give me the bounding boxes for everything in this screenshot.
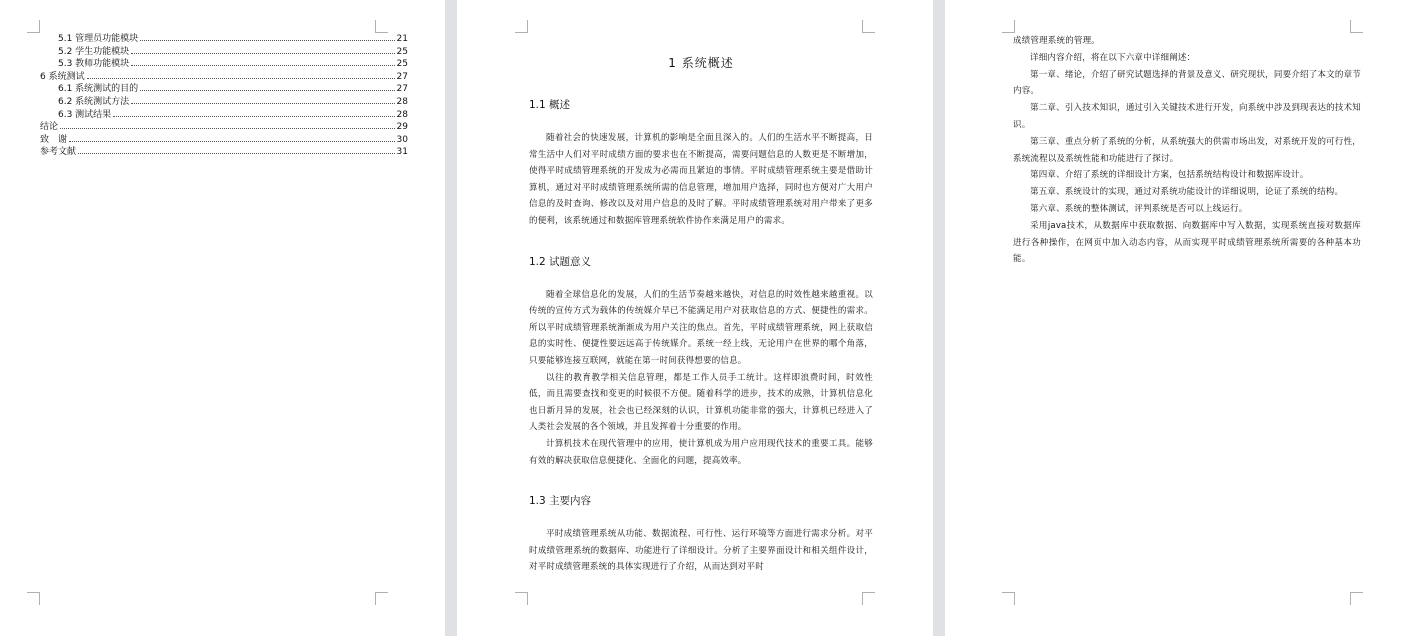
toc-entry-page: 28: [396, 109, 408, 120]
paragraph: 第五章、系统设计的实现，通过对系统功能设计的详细说明，论证了系统的结构。: [1030, 187, 1344, 198]
toc-entry[interactable]: [40, 83, 408, 96]
crop-mark: [1350, 20, 1363, 33]
paragraph: 采用java技术，从数据库中获取数据、向数据库中写入数据，实现系统直接对数据库进行各种操作，在网页中加入动态内容，从而实现平时成绩管理系统所需要的各种基本功能。: [1013, 220, 1361, 265]
page-3-body: [1013, 33, 1361, 268]
crop-mark: [1002, 592, 1015, 605]
toc-entry-title: 5.1 管理员功能模块: [58, 34, 139, 44]
crop-mark: [27, 592, 40, 605]
crop-mark: [1002, 20, 1015, 33]
toc-leader-dots: [140, 40, 394, 41]
toc-leader-dots: [131, 65, 394, 66]
toc-entry[interactable]: [40, 58, 408, 71]
toc-entry-title: 6.1 系统测试的目的: [58, 84, 139, 95]
toc-entry-title: 5.3 教师功能模块: [58, 59, 130, 70]
table-of-contents: [40, 33, 408, 159]
toc-entry[interactable]: [40, 71, 408, 84]
paragraph: 第一章、绪论，介绍了研究试题选择的背景及意义、研究现状，同要介绍了本文的章节内容。: [1013, 69, 1361, 97]
crop-mark: [1350, 592, 1363, 605]
toc-leader-dots: [131, 53, 394, 54]
paragraph: 随着社会的快速发展，计算机的影响是全面且深入的。人们的生活水平不断提高，日常生活中人们对平时成绩方面的要求也在不断提高，需要问题信息的人数更是不断增加，使得平时成绩管理系统的开发成为必需而且紧迫的事情。平时成绩管理系统主要是借助计算机，通过对平时成绩管理系统所需的信息管理，增加用户选择，同时也方便对广大用户信息的及时查询、修改以及对用户信息的及时了解。平时成绩管理系统对用户带来了更多的便利，该系统通过和数据库管理系统软件协作来满足用户的需求。: [529, 133, 873, 226]
toc-entry-page: 27: [396, 84, 408, 95]
toc-entry-page: 25: [396, 46, 408, 57]
paragraph: 第三章、重点分析了系统的分析，从系统强大的供需市场出发，对系统开发的可行性，系统流程以及系统性能和功能进行了探讨。: [1013, 136, 1361, 164]
toc-entry[interactable]: [40, 121, 408, 134]
toc-leader-dots: [78, 153, 395, 154]
paragraph: 第六章、系统的整体测试，评判系统是否可以上线运行。: [1030, 203, 1248, 214]
paragraph: 计算机技术在现代管理中的应用，使计算机成为用户应用现代技术的重要工具。能够有效的解决获取信息便捷化、全面化的问题，提高效率。: [529, 438, 873, 466]
toc-entry-page: 29: [396, 122, 408, 133]
toc-leader-dots: [113, 116, 394, 117]
toc-entry-page: 30: [396, 134, 408, 145]
continued-line: 成绩管理系统的管理。: [1013, 36, 1101, 46]
toc-entry[interactable]: [40, 46, 408, 59]
paragraph: 平时成绩管理系统从功能、数据流程、可行性、运行环境等方面进行需求分析。对平时成绩管理系统的数据库、功能进行了详细设计。分析了主要界面设计和相关组件设计，对平时成绩管理系统的具体实现进行了介绍，从而达到对平时: [529, 529, 873, 573]
paragraph: 详细内容介绍，将在以下六章中详细阐述：: [1030, 52, 1196, 63]
page-2-body: [529, 50, 873, 600]
toc-entry[interactable]: [40, 109, 408, 122]
toc-entry-title: 5.2 学生功能模块: [58, 46, 130, 57]
toc-leader-dots: [87, 78, 395, 79]
toc-entry-page: 28: [396, 96, 408, 107]
document-page-3: [945, 0, 1427, 636]
toc-entry-title: 结论: [40, 122, 59, 133]
section-title: 1.3 主要内容: [529, 495, 592, 508]
toc-leader-dots: [60, 128, 395, 129]
crop-mark: [515, 592, 528, 605]
toc-entry[interactable]: [40, 146, 408, 159]
toc-entry-page: 25: [396, 59, 408, 70]
toc-leader-dots: [131, 103, 394, 104]
paragraph: 第四章、介绍了系统的详细设计方案，包括系统结构设计和数据库设计。: [1030, 170, 1309, 181]
toc-entry-page: 27: [396, 71, 408, 82]
toc-entry-page: 31: [396, 147, 408, 158]
document-page-1: [0, 0, 445, 636]
section-title: 1.1 概述: [529, 99, 571, 111]
toc-entry-title: 参考文献: [40, 147, 77, 158]
toc-entry-page: 21: [396, 34, 408, 44]
toc-entry-title: 6.2 系统测试方法: [58, 96, 130, 107]
paragraph: 以往的教育教学相关信息管理，都是工作人员手工统计。这样即浪费时间，时效性低，而且需要查找和变更的时候很不方便。随着科学的进步，技术的成熟，计算机信息化也日新月异的发展，社会也已经深刻的认识，计算机功能非常的强大，计算机已经进入了人类社会发展的各个领域，并且发挥着十分重要的作用。: [529, 372, 873, 433]
chapter-outline: [1013, 50, 1361, 268]
toc-leader-dots: [140, 90, 394, 91]
section-title: 1.2 试题意义: [529, 255, 592, 268]
paragraph: 随着全球信息化的发展，人们的生活节奏越来越快，对信息的时效性越来越重视。以传统的宣传方式为载体的传统媒介早已不能满足用户对获取信息的方式、便捷性的需求。所以平时成绩管理系统渐渐成为用户关注的焦点。首先，平时成绩管理系统，网上获取信息的实时性、便捷性要远远高于传统媒介。系统一经上线，无论用户在世界的哪个角落，只要能够连接互联网，就能在第一时间获得想要的信息。: [529, 289, 873, 366]
toc-entry-title: 致 谢: [40, 134, 68, 145]
crop-mark: [375, 20, 388, 33]
crop-mark: [515, 20, 528, 33]
toc-leader-dots: [69, 141, 395, 142]
document-page-2: [457, 0, 933, 636]
toc-entry-title: 6 系统测试: [40, 71, 85, 82]
crop-mark: [375, 592, 388, 605]
toc-entry[interactable]: [40, 96, 408, 109]
chapter-title: 1 系统概述: [668, 56, 734, 70]
toc-entry[interactable]: [40, 33, 408, 46]
crop-mark: [27, 20, 40, 33]
toc-entry-title: 6.3 测试结果: [58, 109, 112, 120]
toc-entry[interactable]: [40, 134, 408, 147]
sections: [529, 97, 873, 576]
paragraph: 第二章、引入技术知识，通过引入关键技术进行开发，向系统中涉及到现表达的技术知识。: [1013, 103, 1361, 130]
crop-mark: [862, 20, 875, 33]
